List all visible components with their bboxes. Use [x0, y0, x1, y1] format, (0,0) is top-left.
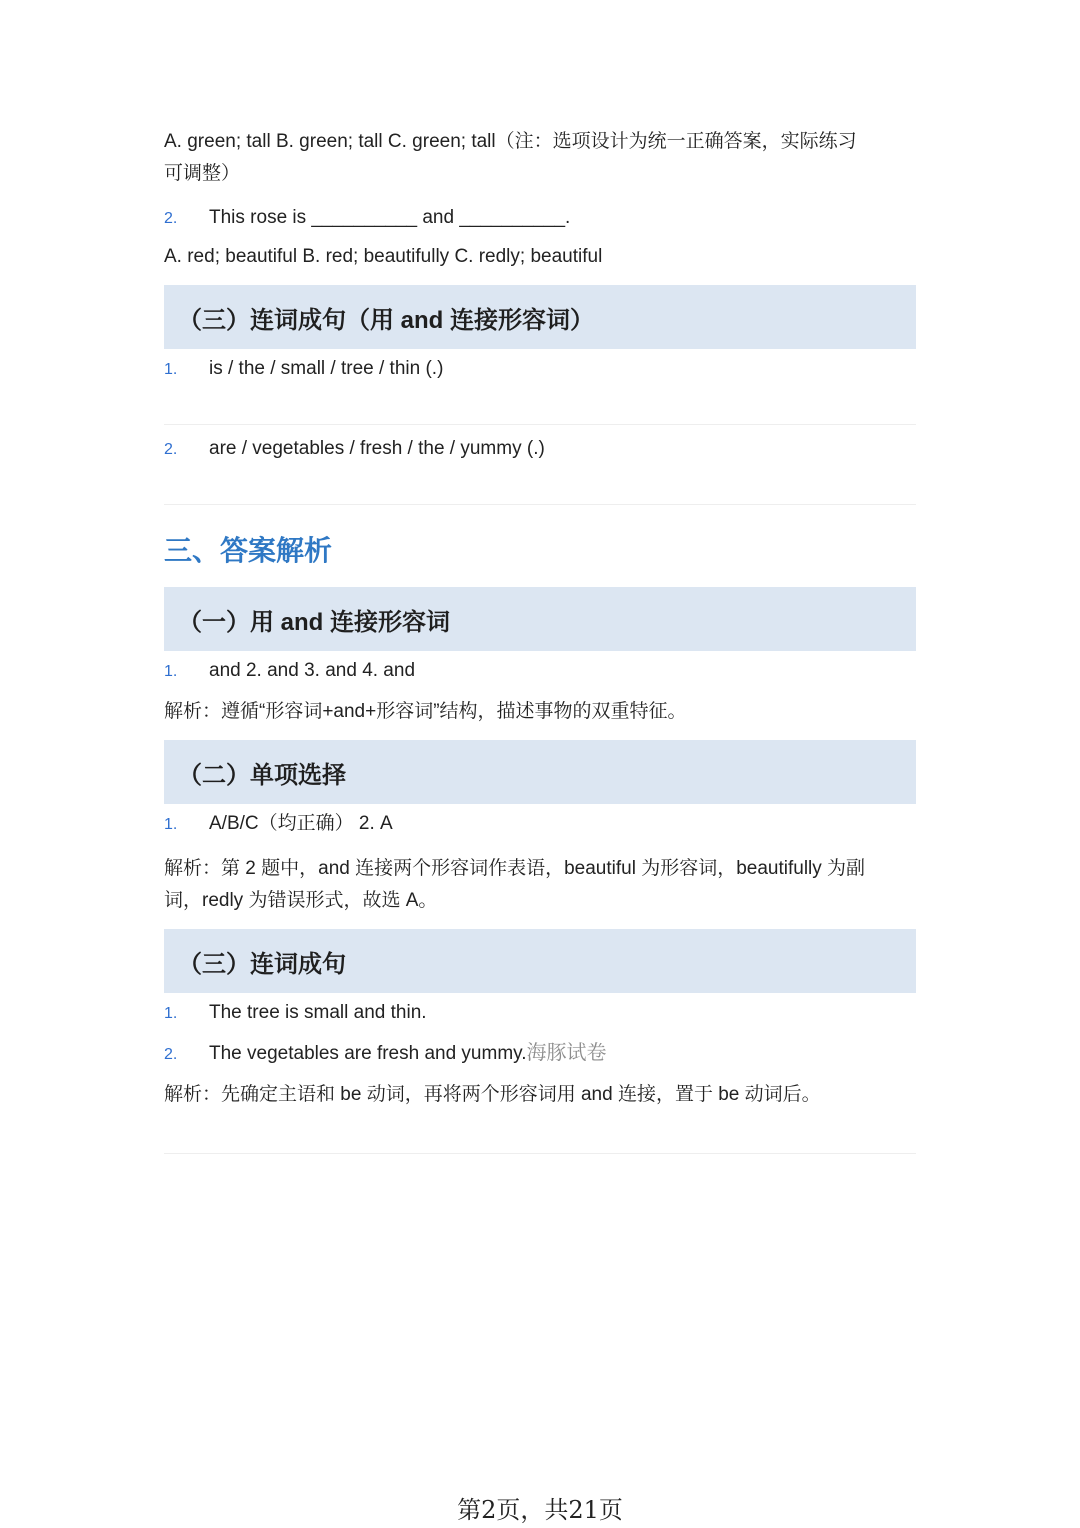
answer-line	[164, 655, 916, 688]
section-title-word-order: （三）连词成句（用 and 连接形容词）	[164, 285, 916, 349]
divider	[164, 424, 916, 425]
divider	[164, 504, 916, 505]
answers-heading: 三、答案解析	[164, 535, 333, 566]
analysis-text-line1: 解析：第 2 题中，and 连接两个形容词作表语，beautiful 为形容词，beautifully 为副	[164, 858, 866, 879]
item-text: The vegetables are fresh and yummy.	[209, 1043, 527, 1064]
analysis-text: 解析：先确定主语和 be 动词，再将两个形容词用 and 连接，置于 be 动词后。	[164, 1084, 821, 1105]
list-item	[164, 353, 916, 386]
item-number: 2.	[164, 441, 178, 458]
document-body	[164, 126, 916, 1154]
question-number: 2.	[164, 210, 178, 227]
page-number: 第2页，共21页	[457, 1496, 623, 1524]
answer-line	[164, 808, 916, 841]
list-item	[164, 433, 916, 466]
question-text: This rose is __________ and __________.	[209, 207, 571, 228]
section-title-and-adjectives: （一）用 and 连接形容词	[164, 587, 916, 651]
item-number: 1.	[164, 1005, 178, 1022]
watermark-text: 海豚试卷	[526, 1040, 607, 1064]
divider	[164, 1153, 916, 1154]
analysis-text: 解析：遵循“形容词+and+形容词”结构，描述事物的双重特征。	[164, 701, 687, 722]
analysis-text-line2: 词，redly 为错误形式，故选 A。	[164, 890, 438, 911]
list-item	[164, 997, 916, 1030]
item-text: is / the / small / tree / thin (.)	[209, 358, 444, 379]
list-item	[164, 1036, 916, 1071]
q1-options-line2: 可调整）	[164, 163, 241, 184]
item-text: The tree is small and thin.	[209, 1002, 427, 1023]
item-number: 1.	[164, 663, 178, 680]
item-number: 2.	[164, 1046, 178, 1063]
item-text: are / vegetables / fresh / the / yummy (.)	[209, 438, 545, 459]
section-title-multiple-choice: （二）单项选择	[164, 740, 916, 804]
q2-options: A. red; beautiful B. red; beautifully C. redly; beautiful	[164, 246, 603, 267]
answer-text: A/B/C（均正确） 2. A	[209, 813, 393, 834]
answer-text: and 2. and 3. and 4. and	[209, 660, 416, 681]
item-number: 1.	[164, 816, 178, 833]
q1-options-line1: A. green; tall B. green; tall C. green; tall（注：选项设计为统一正确答案，实际练习	[164, 131, 857, 152]
section-title-sentences: （三）连词成句	[164, 929, 916, 993]
item-number: 1.	[164, 361, 178, 378]
question-2	[164, 202, 916, 235]
